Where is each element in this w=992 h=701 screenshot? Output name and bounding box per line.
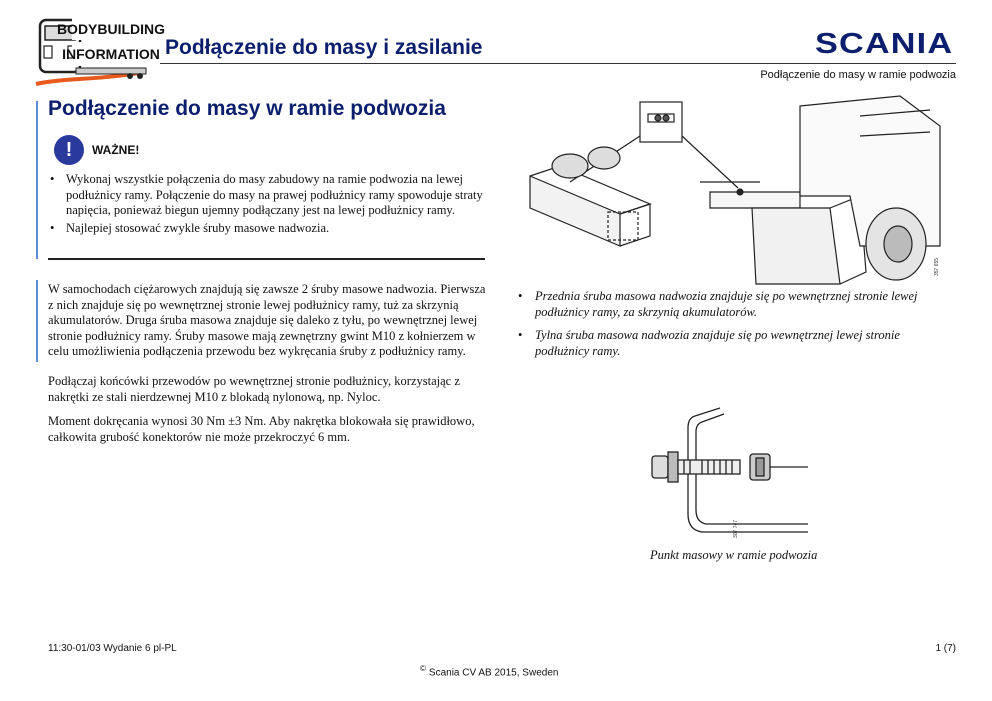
page-number: 1 (7) <box>935 643 956 654</box>
paragraph-ground-bolts: W samochodach ciężarowych znajdują się zawsze 2 śruby masowe nadwozia. Pierwsza z nich znajduje się po wewnętrznej stronie lewej podłużnicy ramy, tuż za skrzynią akumulatorów. Druga śruba masowa znajduje się daleko z tyłu, po wewnętrznej lewej stronie podłużnicy ramy. Śruby masowe mają zewnętrzny gwint M10 z kołnierzem w celu umożliwienia podłączenia przewodu bez wykręcania śruby z podłużnicy ramy. <box>48 282 486 358</box>
ground-bolt-illustration <box>640 404 810 544</box>
important-list <box>48 172 488 238</box>
document-reference: 11:30-01/03 Wydanie 6 pl-PL <box>48 643 177 654</box>
important-label: WAŻNE! <box>92 143 140 157</box>
document-title: Podłączenie do masy i zasilanie <box>165 36 483 59</box>
badge-line-2: INFORMATION <box>62 46 160 62</box>
breadcrumb: Podłączenie do masy w ramie podwozia <box>760 69 956 81</box>
section-heading: Podłączenie do masy w ramie podwozia <box>48 97 446 120</box>
exclamation-icon: ! <box>54 135 84 165</box>
important-divider <box>48 258 485 260</box>
scania-logo: SCANIA <box>815 28 954 60</box>
change-bar <box>36 280 38 362</box>
list-item: • Tylna śruba masowa nadwozia znajduje się po wewnętrznej lewej stronie podłużnicy ramy. <box>500 328 955 359</box>
copyright-symbol: © <box>420 664 426 673</box>
list-item: • Najlepiej stosować zwykle śruby masowe nadwozia. <box>48 221 488 237</box>
badge-line-1: BODYBUILDING <box>56 21 166 37</box>
list-item: • Przednia śruba masowa nadwozia znajduje się po wewnętrznej stronie lewej podłużnicy ramy, za skrzynią akumulatorów. <box>500 289 955 320</box>
change-bar <box>36 101 38 259</box>
bodybuilding-information-logo <box>32 14 166 88</box>
truck-chassis-illustration <box>500 96 944 288</box>
list-item: • Wykonaj wszystkie połączenia do masy zabudowy na ramie podwozia na lewej podłużnicy ramy. Połączenie do masy na prawej podłużnicy ramy spowoduje straty napięcia, ponieważ biegun ujemny podłączany jest na lewej podłużnicy ramy. <box>48 172 488 219</box>
copyright <box>420 664 558 678</box>
paragraph-torque: Moment dokręcania wynosi 30 Nm ±3 Nm. Aby nakrętka blokowała się prawidłowo, całkowita grubość konektorów nie może przekroczyć 6 mm. <box>48 414 475 444</box>
copyright-text: Scania CV AB 2015, Sweden <box>428 667 559 679</box>
bolt-figure-caption: Punkt masowy w ramie podwozia <box>650 548 818 562</box>
figure-code: 307 747 <box>733 519 739 538</box>
figure-code: 357 655 <box>934 257 940 276</box>
paragraph-connection: Podłączaj końcówki przewodów po wewnętrznej stronie podłużnicy, korzystając z nakrętki ze stali nierdzewnej M10 z blokadą nylonową, np. Nyloc. <box>48 374 460 404</box>
figure-caption-list <box>500 289 955 367</box>
header-divider <box>160 63 956 64</box>
